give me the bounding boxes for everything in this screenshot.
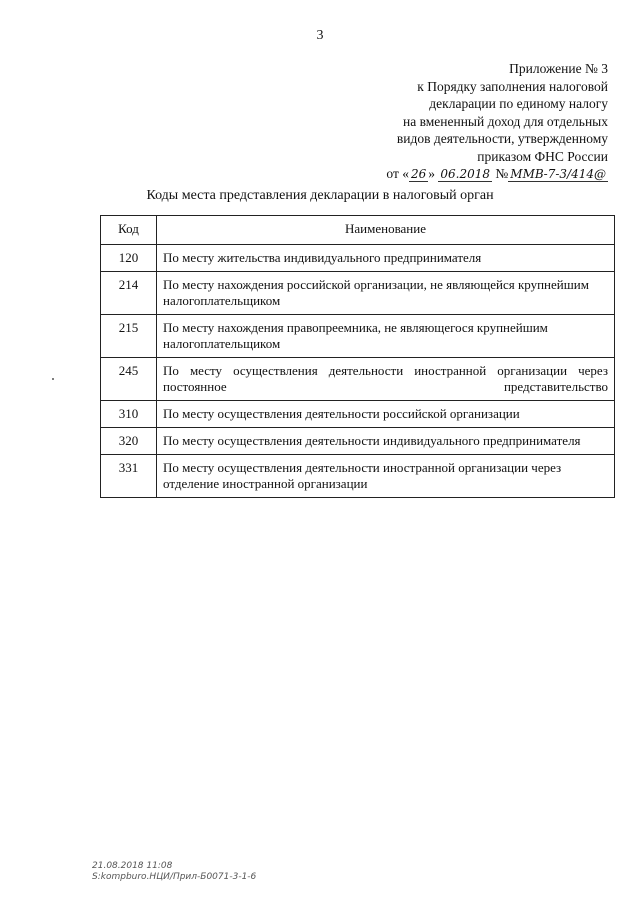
- date-separator: »: [428, 166, 436, 181]
- footer-path: S:kompburo.НЦИ/Прил-Б0071-3-1-6: [92, 872, 257, 882]
- row-name: По месту нахождения российской организации, не являющейся крупнейшим налогоплательщиком: [157, 272, 615, 315]
- document-title: Коды места представления декларации в налоговый орган: [146, 188, 494, 203]
- date-month-year: 06.2018: [440, 167, 491, 181]
- date-day: 26: [410, 167, 427, 181]
- row-name: По месту жительства индивидуального предпринимателя: [157, 245, 615, 272]
- header-code: Код: [101, 216, 157, 245]
- number-prefix: №: [495, 166, 509, 181]
- row-name: По месту осуществления деятельности индивидуального предпринимателя: [157, 428, 615, 455]
- appendix-line: декларации по единому налогу: [429, 96, 608, 111]
- table-header-row: [101, 216, 615, 245]
- row-code: 331: [101, 455, 157, 498]
- table-row: [101, 401, 615, 428]
- appendix-line: на вмененный доход для отдельных: [402, 113, 608, 129]
- row-name: По месту нахождения правопреемника, не являющегося крупнейшим налогоплательщиком: [157, 315, 615, 358]
- row-name: По месту осуществления деятельности иностранной организации через постоянное представительство: [157, 358, 615, 401]
- appendix-line: приказом ФНС России: [477, 148, 608, 164]
- order-number: ММВ-7-3/414@: [510, 167, 606, 181]
- scan-speck: [52, 378, 54, 380]
- appendix-line: Приложение № 3: [509, 61, 608, 76]
- footer-timestamp: 21.08.2018 11:08: [92, 861, 173, 871]
- table-row: [101, 358, 615, 401]
- date-prefix: от «: [386, 166, 409, 181]
- row-code: 215: [101, 315, 157, 358]
- file-footer: [92, 861, 256, 883]
- table-row: [101, 455, 615, 498]
- row-code: 320: [101, 428, 157, 455]
- codes-table: [100, 215, 615, 498]
- page-number: 3: [316, 28, 324, 43]
- order-date-number: [348, 165, 608, 184]
- row-code: 245: [101, 358, 157, 401]
- row-name: По месту осуществления деятельности иностранной организации через отделение иностранной организации: [157, 455, 615, 498]
- row-code: 214: [101, 272, 157, 315]
- row-code: 310: [101, 401, 157, 428]
- table-row: [101, 428, 615, 455]
- table-row: [101, 245, 615, 272]
- appendix-line: к Порядку заполнения налоговой: [417, 78, 608, 94]
- table-row: [101, 272, 615, 315]
- appendix-line: видов деятельности, утвержденному: [396, 131, 608, 146]
- table-row: [101, 315, 615, 358]
- appendix-header: [348, 60, 608, 184]
- row-code: 120: [101, 245, 157, 272]
- row-name: По месту осуществления деятельности российской организации: [157, 401, 615, 428]
- header-name: Наименование: [157, 216, 615, 245]
